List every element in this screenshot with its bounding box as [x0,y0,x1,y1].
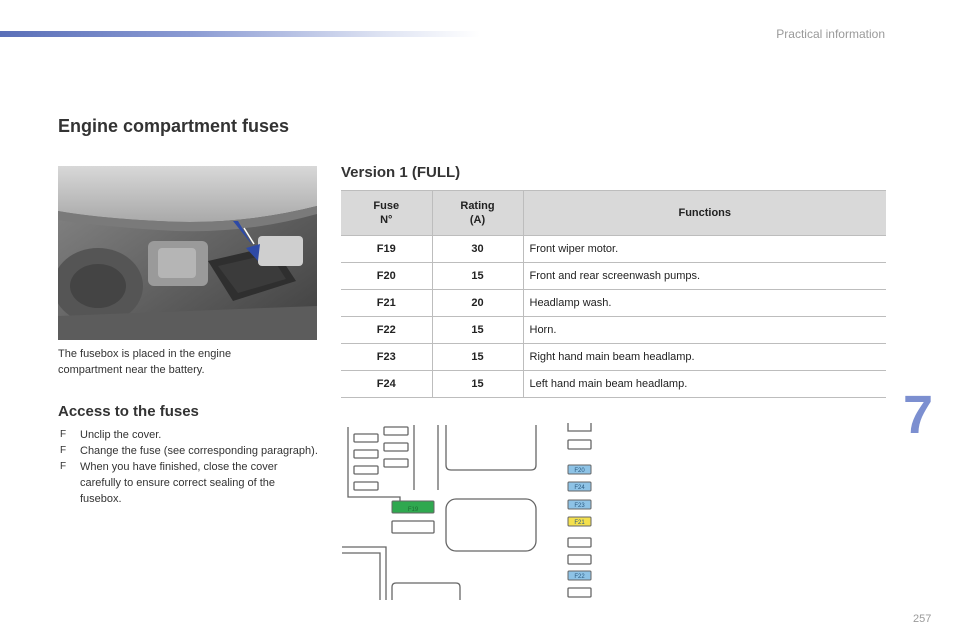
access-step [58,427,318,443]
fuse-f23-mark [568,500,591,509]
fuse-f19-mark [392,501,434,513]
fuse-label: F23 [574,503,585,509]
bullet-icon: F [60,429,67,440]
fuse-label: F24 [574,485,585,491]
fuse-label: F19 [407,507,419,513]
access-steps-list [58,427,318,507]
fuse-f21-mark [568,517,591,526]
column-header-fuse: Fuse N° [341,191,432,236]
header-accent-bar [0,31,480,37]
fuse-function: Right hand main beam headlamp. [523,344,886,371]
table-row [341,236,886,263]
fuse-number: F23 [341,344,432,371]
fuse-label: F22 [574,574,585,580]
fuse-f20-mark [568,465,591,474]
table-row [341,290,886,317]
step-text: Change the fuse (see corresponding paragraph). [80,445,318,457]
table-row [341,344,886,371]
chapter-number: 7 [903,385,934,445]
fuse-number: F22 [341,317,432,344]
fuse-rating: 15 [432,263,523,290]
photo-caption: The fusebox is placed in the engine compartment near the battery. [58,348,232,376]
fuse-rating: 20 [432,290,523,317]
page-title: Engine compartment fuses [58,116,290,136]
table-header-row [341,191,886,236]
fuse-function: Front and rear screenwash pumps. [523,263,886,290]
fuse-label: F20 [574,468,585,474]
access-step [58,459,318,507]
page-number: 257 [913,613,932,625]
step-text: Unclip the cover. [80,429,162,441]
step-text: When you have finished, close the cover carefully to ensure correct sealing of the fusebox. [80,461,278,505]
fuse-rating: 30 [432,236,523,263]
table-row [341,263,886,290]
fuse-function: Horn. [523,317,886,344]
fuse-rating: 15 [432,344,523,371]
fuse-label: F21 [574,520,585,526]
access-section-title: Access to the fuses [58,403,199,420]
bullet-icon: F [60,461,67,472]
fuse-number: F20 [341,263,432,290]
fuse-table [341,190,886,398]
fuse-f22-mark [568,571,591,580]
fuse-rating: 15 [432,317,523,344]
fuse-number: F19 [341,236,432,263]
column-header-functions: Functions [523,191,886,236]
fuse-function: Headlamp wash. [523,290,886,317]
fusebox-diagram [340,415,600,600]
fuse-rating: 15 [432,371,523,398]
fuse-function: Front wiper motor. [523,236,886,263]
bullet-icon: F [60,445,67,456]
version-title: Version 1 (FULL) [341,164,461,181]
access-step [58,443,318,459]
table-row [341,371,886,398]
table-row [341,317,886,344]
column-header-rating: Rating (A) [432,191,523,236]
engine-compartment-photo [58,166,317,340]
fuse-f24-mark [568,482,591,491]
fuse-function: Left hand main beam headlamp. [523,371,886,398]
section-header: Practical information [776,27,885,41]
fuse-number: F21 [341,290,432,317]
fuse-number: F24 [341,371,432,398]
